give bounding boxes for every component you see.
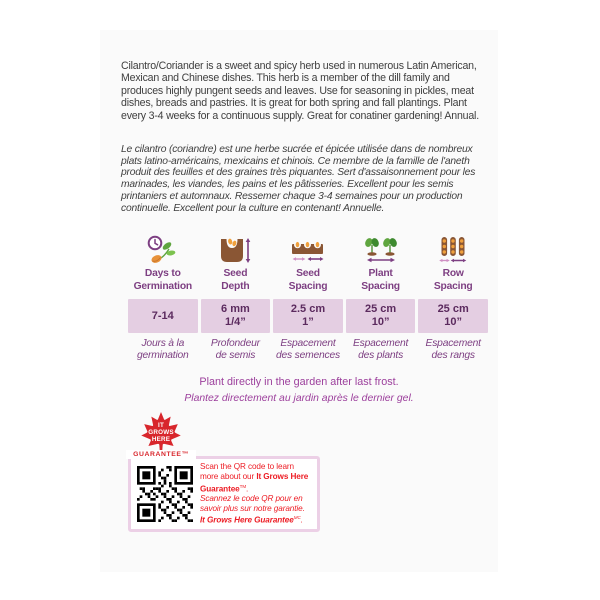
value-seed-spacing: 2.5 cm 1”: [273, 299, 343, 333]
column-days-to-germination: [128, 234, 198, 363]
qr-code: [137, 466, 193, 522]
description-french: Le cilantro (coriandre) est une herbe sucrée et épicée utilisée dans de nombreux plats latino-américains, mexicains et chinois. Ce membre de la famille de l'aneth produit des feuilles et des graines très piquantes. Sert d'assaisonnement pour les marinades, les viandes, les pains et les pâtisseries. Excellent pour les semis printaniers et automnaux. Ressemer chaque 3-4 semaines pour un production continuelle. Excellent pour la culture en contenant! Annuelle.: [121, 144, 476, 214]
seed-spacing-icon: [273, 234, 343, 265]
maple-leaf-logo: [136, 412, 186, 454]
label-days-to-germination: Days to Germination: [133, 268, 193, 292]
germination-icon: [128, 234, 198, 265]
label-fr-seed-depth: Profondeur de semis: [210, 338, 260, 362]
column-row-spacing: [418, 234, 488, 363]
label-row-spacing: Row Spacing: [433, 268, 473, 292]
description-english: Cilantro/Coriander is a sweet and spicy herb used in numerous Latin American, Mexican and Chinese dishes. This herb is a member of the dill family and produces highly pungent seeds and leaves. Use for seasoning in pickles, meat dishes, breads and pastries. It is great for both spring and fall plantings. Plant every 3-4 weeks for a continuous supply. Great for conatiner gardening! Annual.: [121, 60, 479, 122]
leaf-text: IT GROWS HERE: [148, 422, 174, 443]
label-fr-days-to-germination: Jours à la germination: [136, 338, 189, 362]
label-plant-spacing: Plant Spacing: [361, 268, 400, 292]
column-seed-spacing: [273, 234, 343, 363]
label-fr-seed-spacing: Espacement des semences: [275, 338, 340, 362]
qr-caption-french: Scannez le code QR pour en savoir plus sur notre garantie. It Grows Here Guarantee$^{MC}$.: [200, 494, 305, 526]
seed-packet-back: [100, 30, 498, 572]
label-seed-spacing: Seed Spacing: [288, 268, 328, 292]
guarantee-label: GUARANTEE™: [126, 450, 196, 459]
frost-note-french: Plantez directement au jardin après le dernier gel.: [184, 393, 414, 404]
value-seed-depth: 6 mm 1/4”: [201, 299, 271, 333]
label-fr-row-spacing: Espacement des rangs: [425, 338, 481, 362]
qr-caption: [200, 462, 311, 526]
qr-guarantee-box: [128, 456, 320, 532]
value-days-to-germination: 7-14: [128, 299, 198, 333]
label-seed-depth: Seed Depth: [221, 268, 250, 292]
seed-depth-icon: [201, 234, 271, 265]
column-plant-spacing: [346, 234, 416, 363]
column-seed-depth: [201, 234, 271, 363]
label-fr-plant-spacing: Espacement des plants: [352, 338, 409, 362]
value-plant-spacing: 25 cm 10”: [346, 299, 416, 333]
planting-info-grid: [128, 234, 488, 363]
plant-spacing-icon: [346, 234, 416, 265]
qr-caption-english: Scan the QR code to learn more about our It Grows Here Guarantee™.: [200, 462, 309, 494]
value-row-spacing: 25 cm 10”: [418, 299, 488, 333]
row-spacing-icon: [418, 234, 488, 265]
frost-note-english: Plant directly in the garden after last frost.: [199, 376, 399, 388]
